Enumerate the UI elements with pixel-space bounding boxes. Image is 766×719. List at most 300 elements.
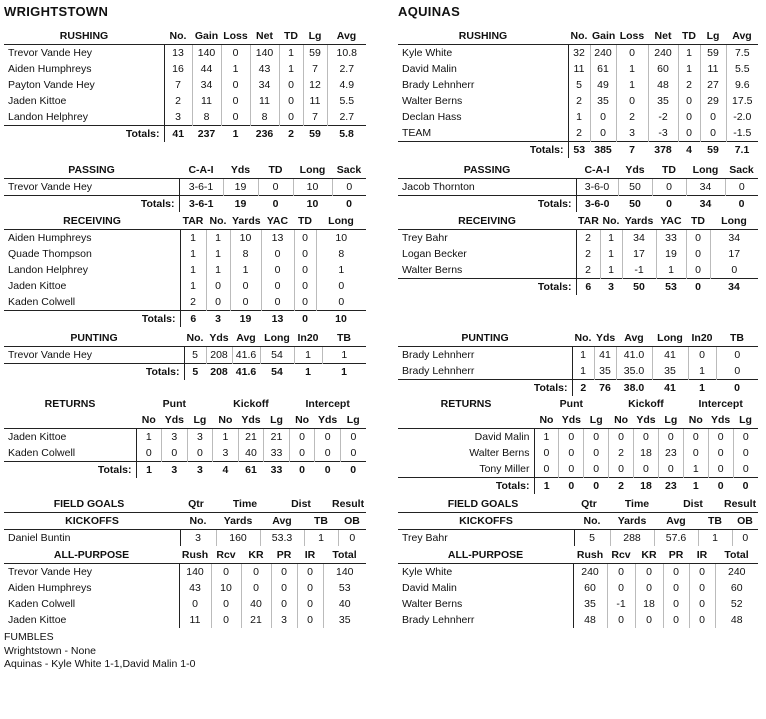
row-label: RUSHING (4, 28, 164, 45)
stat-cell: 34 (250, 77, 279, 93)
stat-cell: 2 (164, 93, 192, 109)
passing-header (398, 162, 758, 179)
stat-cell: 35 (594, 363, 616, 380)
stat-cell: 1 (180, 262, 206, 278)
stat-cell: 0 (179, 596, 211, 612)
stat-cell: 23 (658, 445, 683, 461)
stat-cell: 0 (258, 196, 293, 213)
row-label: Daniel Buntin (4, 530, 180, 547)
row-label: David Malin (398, 61, 568, 77)
stat-cell: 0 (279, 77, 303, 93)
stat-cell: 18 (634, 445, 659, 461)
row-label: Trevor Vande Hey (4, 45, 164, 62)
stat-cell: 48 (730, 614, 743, 626)
stat-cell: Result (722, 496, 758, 513)
stat-cell: No. (180, 513, 216, 530)
stat-cell: 17 (728, 248, 741, 260)
stat-cell: 1 (180, 278, 206, 294)
stat-cell: In20 (688, 330, 716, 347)
stat-cell: 54 (260, 347, 294, 364)
wr-allpurpose-table (4, 547, 366, 628)
stat-cell: KR (241, 547, 271, 564)
row-label: Jaden Kittoe (4, 278, 180, 294)
stat-cell: 19 (223, 196, 258, 213)
stat-cell: 2 (609, 445, 634, 461)
table-row (398, 580, 758, 596)
stat-cell: 50 (622, 279, 656, 296)
stat-cell: 53 (656, 279, 686, 296)
table-row (398, 347, 758, 364)
table-row (4, 45, 366, 62)
row-label: Walter Berns (398, 93, 568, 109)
stat-cell: 1 (206, 246, 230, 262)
stat-cell: Yds (206, 330, 232, 347)
stat-cell: Time (218, 496, 272, 513)
row-label: Trevor Vande Hey (4, 564, 179, 581)
stat-cell: 0 (689, 612, 715, 628)
stat-cell: IR (297, 547, 323, 564)
stat-cell: 48 (648, 77, 678, 93)
table-row (398, 109, 758, 125)
stat-cell: 0 (731, 264, 738, 276)
stat-cell: 208 (206, 347, 232, 364)
stat-cell: 0 (294, 294, 316, 311)
stat-cell: No. (184, 330, 206, 347)
stat-cell: 0 (634, 461, 659, 478)
stat-cell: 0 (136, 445, 162, 462)
stat-cell: 0 (658, 429, 683, 446)
stat-cell: 1 (136, 429, 162, 446)
stat-cell: 41 (594, 347, 616, 364)
stat-cell: 3 (164, 109, 192, 126)
stat-cell: 34 (686, 196, 725, 213)
totals-row (4, 126, 366, 143)
row-label: RECEIVING (398, 213, 576, 230)
stat-cell: 0 (708, 461, 733, 478)
stat-cell: Long (316, 213, 366, 230)
totals-row (4, 311, 366, 328)
stat-cell: 0 (294, 262, 316, 278)
stat-cell: Sack (332, 162, 366, 179)
team-title-wrightstown: WRIGHTSTOWN (4, 4, 109, 19)
stat-cell: 1 (678, 61, 700, 77)
table-row (398, 596, 758, 612)
table-row (398, 230, 758, 247)
stat-cell: 13 (261, 230, 294, 247)
stat-cell: 1 (600, 246, 622, 262)
stat-cell: 0 (294, 230, 316, 247)
stat-cell: 2 (609, 478, 634, 495)
stat-cell: 0 (738, 181, 745, 193)
table-row (4, 230, 366, 247)
stat-cell: Rush (573, 547, 607, 564)
row-label: FIELD GOALS (398, 496, 568, 513)
team-title-aquinas: AQUINAS (398, 4, 461, 19)
row-label: RUSHING (398, 28, 568, 45)
row-label: Walter Berns (398, 445, 534, 461)
stat-cell: 1 (572, 363, 594, 380)
stat-cell: 8 (192, 109, 221, 126)
stat-cell: 41 (652, 347, 688, 364)
returns-col-label: Yds (315, 412, 341, 429)
stat-cell: 0 (346, 181, 353, 193)
row-label: Aiden Humphreys (4, 61, 164, 77)
punting-header (4, 330, 366, 347)
totals-row (4, 462, 366, 479)
stat-cell: 0 (221, 109, 250, 126)
allpurpose-header (4, 547, 366, 564)
stat-cell: 2.7 (339, 63, 355, 75)
wr-punting-table (4, 330, 366, 380)
stat-cell: Lg (303, 28, 327, 45)
stat-cell: 50 (618, 179, 652, 196)
row-label: Aiden Humphreys (4, 230, 180, 247)
stat-cell: 0 (607, 564, 635, 581)
stat-cell: 3-6-0 (576, 179, 618, 196)
totals-row (398, 279, 758, 296)
stat-cell: 0 (607, 612, 635, 628)
stat-cell: 0 (700, 109, 726, 125)
stat-cell: 50 (618, 196, 652, 213)
stat-cell: 1 (294, 347, 322, 364)
stat-cell: 1 (616, 61, 648, 77)
receiving-header (4, 213, 366, 230)
stat-cell: Gain (590, 28, 616, 45)
row-label: Totals: (398, 279, 576, 296)
stat-cell: 43 (179, 580, 211, 596)
stat-cell: 0 (678, 109, 700, 125)
stat-cell: 59 (700, 45, 726, 62)
row-label: Brady Lehnherr (398, 363, 572, 380)
stat-cell: 5 (184, 364, 206, 381)
stat-cell: 2 (180, 294, 206, 311)
stat-cell: 140 (179, 564, 211, 581)
stat-cell: 208 (206, 364, 232, 381)
totals-row (398, 196, 758, 213)
stat-cell: 240 (590, 45, 616, 62)
table-row (398, 179, 758, 196)
stat-cell: 0 (678, 93, 700, 109)
stat-cell: 0 (686, 262, 710, 279)
kickoffs-header (398, 513, 758, 530)
stat-cell: 0 (211, 596, 241, 612)
stat-cell: 3 (162, 429, 188, 446)
stat-cell: 9.6 (734, 79, 750, 91)
stat-cell: 0 (708, 429, 733, 446)
stat-cell: 0 (683, 445, 708, 461)
stat-cell: 0 (271, 580, 297, 596)
stat-cell: 1 (688, 363, 716, 380)
stat-cell: 385 (590, 142, 616, 159)
stat-cell: 0 (742, 532, 749, 544)
stat-cell: 7 (164, 77, 192, 93)
stat-cell: 0 (635, 564, 663, 581)
stat-cell: 0 (658, 461, 683, 478)
stat-cell: -1 (622, 262, 656, 279)
row-label: Trevor Vande Hey (4, 347, 184, 364)
stat-cell: 1 (568, 109, 590, 125)
stat-cell: 0 (315, 462, 341, 479)
stat-cell: Yards (622, 213, 656, 230)
stat-cell: 11 (568, 61, 590, 77)
returns-col-label: No (289, 412, 315, 429)
stat-cell: 0 (584, 478, 609, 495)
returns-col-label: Lg (340, 412, 366, 429)
stat-cell: 7 (303, 61, 327, 77)
stat-cell: 0 (678, 125, 700, 142)
stat-cell: 0 (297, 612, 323, 628)
stat-cell: 54 (260, 364, 294, 381)
stat-cell: 0 (559, 429, 584, 446)
stat-cell: TB (322, 330, 366, 347)
returns-title: RETURNS (440, 398, 492, 410)
stat-cell: 0 (607, 580, 635, 596)
stat-cell: 59 (700, 142, 726, 159)
stat-cell: 7 (303, 109, 327, 126)
returns-col-label: Yds (634, 412, 659, 429)
wr-passing-table (4, 162, 366, 212)
stat-cell: No. (574, 513, 610, 530)
stat-cell: 0 (733, 478, 758, 495)
stat-cell: 0 (689, 564, 715, 581)
row-label: PUNTING (398, 330, 572, 347)
stat-cell: 0 (350, 447, 357, 459)
stat-cell: 18 (635, 596, 663, 612)
table-row (398, 363, 758, 380)
stat-cell: YAC (261, 213, 294, 230)
returns-group-label: Kickoff (233, 398, 269, 410)
stat-cell: Avg (260, 513, 304, 530)
stat-cell: Avg (654, 513, 698, 530)
table-row (4, 93, 366, 109)
stat-cell: 0 (315, 445, 341, 462)
stat-cell: 0 (187, 445, 213, 462)
stat-cell: 6 (576, 279, 600, 296)
table-row (4, 246, 366, 262)
stat-cell: Long (652, 330, 688, 347)
stat-cell: TD (652, 162, 686, 179)
stat-cell: 0 (221, 93, 250, 109)
table-row (398, 445, 758, 461)
stat-cell: TD (258, 162, 293, 179)
stat-cell: 1 (221, 126, 250, 143)
stat-cell: 0 (635, 612, 663, 628)
returns-group-header (4, 396, 366, 412)
row-label: Jaden Kittoe (4, 429, 136, 446)
stat-cell: -3 (648, 125, 678, 142)
returns-group-label: Punt (559, 398, 583, 410)
stat-cell: 1 (213, 429, 239, 446)
returns-col-label: No (609, 412, 634, 429)
aq-kickoffs-table (398, 513, 758, 546)
stat-cell: 0 (241, 564, 271, 581)
stat-cell: 2 (616, 109, 648, 125)
stat-cell: 0 (297, 580, 323, 596)
row-label: Totals: (4, 196, 179, 213)
row-label: Trevor Vande Hey (4, 179, 179, 196)
stat-cell: 49 (590, 77, 616, 93)
table-row (398, 429, 758, 446)
stat-cell: 0 (241, 580, 271, 596)
stat-cell: Yds (618, 162, 652, 179)
stat-cell: 0 (686, 279, 710, 296)
row-label: Totals: (398, 142, 568, 159)
row-label: Brady Lehnherr (398, 77, 568, 93)
row-label: Landon Helphrey (4, 109, 164, 126)
stat-cell: 0 (297, 564, 323, 581)
kickoffs-header (4, 513, 366, 530)
stat-cell: 0 (534, 461, 559, 478)
stat-cell: 0 (590, 125, 616, 142)
stat-cell: 0 (634, 429, 659, 446)
stat-cell: 61 (590, 61, 616, 77)
row-label: Totals: (4, 311, 180, 328)
returns-col-label: Lg (264, 412, 290, 429)
stat-cell: 0 (294, 246, 316, 262)
stat-cell: 0 (271, 564, 297, 581)
stat-cell: 1 (534, 478, 559, 495)
stat-cell: 48 (573, 612, 607, 628)
returns-col-label: No (534, 412, 559, 429)
stat-cell: 240 (727, 566, 746, 578)
returns-group-label: Kickoff (628, 398, 664, 410)
passing-header (4, 162, 366, 179)
stat-cell: 53 (568, 142, 590, 159)
returns-col-label: Yds (162, 412, 188, 429)
stat-cell: 3-6-0 (576, 196, 618, 213)
stat-cell: TD (279, 28, 303, 45)
stat-cell: 41.6 (232, 347, 260, 364)
stat-cell: Yds (223, 162, 258, 179)
wr-returns-table (4, 396, 366, 478)
stat-cell: 19 (223, 179, 258, 196)
stat-cell: 13 (164, 45, 192, 62)
stat-cell: 27 (700, 77, 726, 93)
stat-cell: 0 (688, 347, 716, 364)
table-row (4, 109, 366, 126)
stat-cell: 7 (616, 142, 648, 159)
stat-cell: Loss (221, 28, 250, 45)
stat-cell: 0 (211, 564, 241, 581)
stat-cell: 1 (534, 429, 559, 446)
stat-cell: 0 (683, 429, 708, 446)
stat-cell: Total (323, 547, 366, 564)
stat-cell: Yards (230, 213, 261, 230)
stat-cell: 0 (663, 596, 689, 612)
stat-cell: 11 (250, 93, 279, 109)
receiving-header (398, 213, 758, 230)
stat-cell: Long (710, 213, 758, 230)
stat-cell: 53 (338, 582, 351, 594)
returns-col-label: Lg (658, 412, 683, 429)
stat-cell: 11 (700, 61, 726, 77)
stat-cell: Net (250, 28, 279, 45)
row-label: PUNTING (4, 330, 184, 347)
stat-cell: 53.3 (260, 530, 304, 547)
stat-cell: 17.5 (732, 95, 753, 107)
stat-cell: 1 (180, 230, 206, 247)
stat-cell: 240 (573, 564, 607, 581)
stat-cell: TD (686, 213, 710, 230)
stat-cell: 0 (340, 462, 366, 479)
stat-cell: Yards (216, 513, 260, 530)
returns-title: RETURNS (44, 398, 96, 410)
row-label: Payton Vande Hey (4, 77, 164, 93)
table-row (4, 179, 366, 196)
row-label: Jaden Kittoe (4, 612, 179, 628)
table-row (4, 77, 366, 93)
stat-cell: 0 (279, 93, 303, 109)
stat-cell: -2 (648, 109, 678, 125)
stat-cell: TAR (180, 213, 206, 230)
row-label: Totals: (4, 126, 164, 143)
table-row (4, 278, 366, 294)
stat-cell: 0 (559, 478, 584, 495)
stat-cell: 0 (609, 429, 634, 446)
stat-cell: No. (568, 28, 590, 45)
stat-cell: 35 (590, 93, 616, 109)
stat-cell: Dist (272, 496, 330, 513)
stat-cell: 3 (206, 311, 230, 328)
returns-col-label: No (136, 412, 162, 429)
stat-cell: 0 (663, 580, 689, 596)
stat-cell: 0 (294, 278, 316, 294)
row-label: Totals: (4, 364, 184, 381)
fumbles-aquinas: Aquinas - Kyle White 1-1,David Malin 1-0 (4, 658, 196, 670)
stat-cell: 0 (663, 564, 689, 581)
stat-cell: 52 (730, 598, 743, 610)
stat-cell: IR (689, 547, 715, 564)
row-label: Kyle White (398, 45, 568, 62)
table-row (398, 564, 758, 581)
aq-passing-table (398, 162, 758, 212)
stat-cell: TB (716, 330, 758, 347)
stat-cell: 0 (725, 196, 758, 213)
row-label: Tony Miller (398, 461, 534, 478)
stat-cell: TD (294, 213, 316, 230)
stat-cell: 41 (652, 380, 688, 397)
stat-cell: 0 (689, 596, 715, 612)
stat-cell: 3 (187, 462, 213, 479)
stat-cell: 0 (211, 612, 241, 628)
returns-group-header (398, 396, 758, 412)
stat-cell: 10 (211, 580, 241, 596)
stat-cell: 33 (264, 445, 290, 462)
stat-cell: 0 (338, 280, 345, 292)
stat-cell: 2 (678, 77, 700, 93)
stat-cell: 2.7 (339, 111, 355, 123)
stat-cell: PR (271, 547, 297, 564)
stat-cell: 0 (332, 196, 366, 213)
table-row (398, 612, 758, 628)
stat-cell: 0 (686, 230, 710, 247)
stat-cell: 4 (213, 462, 239, 479)
stat-cell: 0 (635, 580, 663, 596)
stat-cell: 38.0 (616, 380, 652, 397)
table-row (4, 530, 366, 547)
stat-cell: 0 (294, 311, 316, 328)
stat-cell: 1 (678, 45, 700, 62)
stat-cell: 21 (238, 429, 264, 446)
stat-cell: 16 (164, 61, 192, 77)
stat-cell: 0 (261, 278, 294, 294)
stat-cell: 0 (689, 580, 715, 596)
stat-cell: 33 (656, 230, 686, 247)
stat-cell: 5.5 (339, 95, 355, 107)
table-row (398, 93, 758, 109)
stat-cell: 3 (180, 530, 216, 547)
row-label: KICKOFFS (398, 513, 574, 530)
